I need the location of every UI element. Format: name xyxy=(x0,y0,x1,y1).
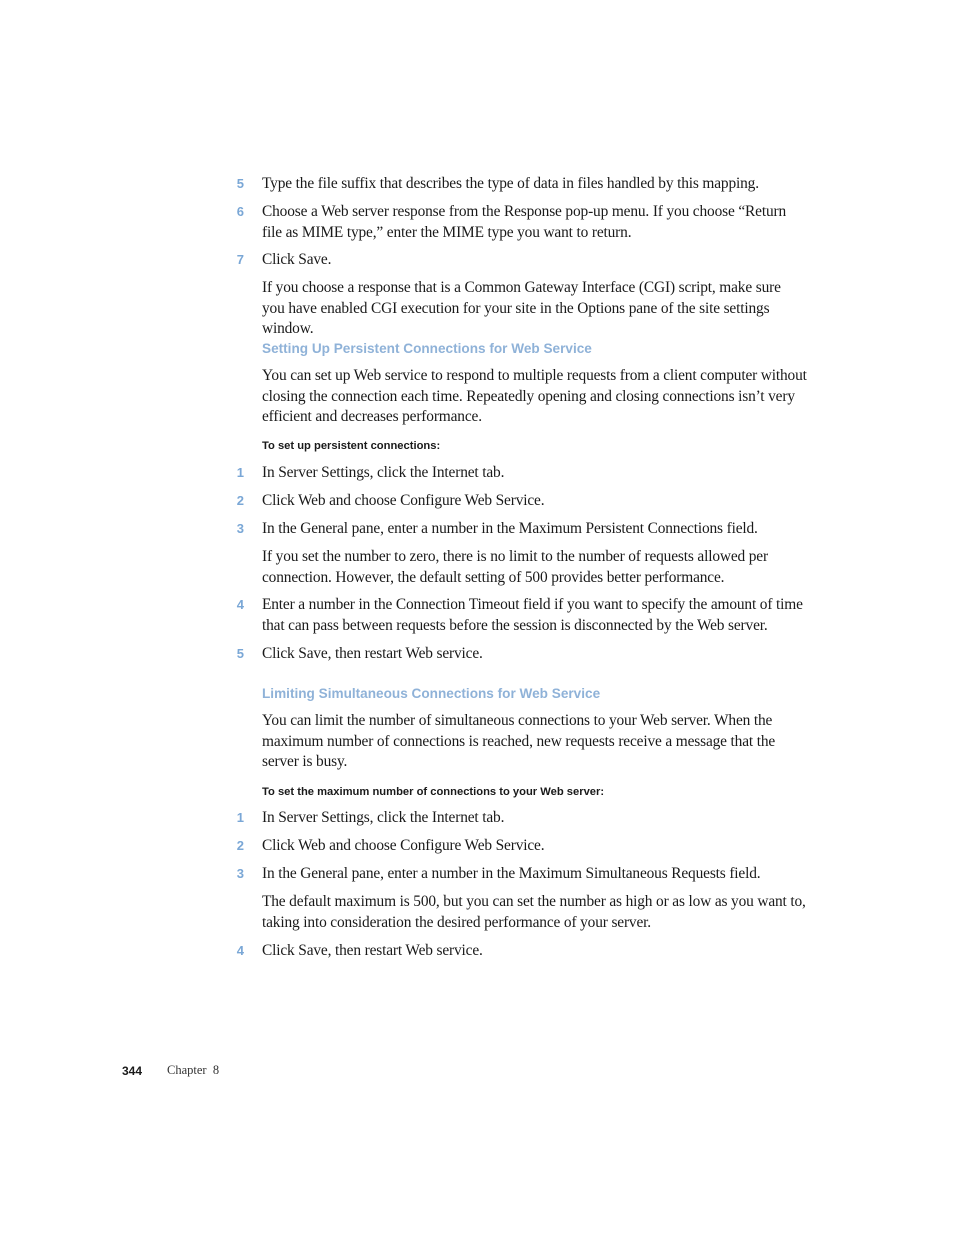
section-heading: Limiting Simultaneous Connections for Web Service xyxy=(262,686,601,701)
procedure-title: To set up persistent connections: xyxy=(262,440,441,452)
step-text: Click Web and choose Configure Web Service. xyxy=(262,492,545,509)
step-text: Click Web and choose Configure Web Service. xyxy=(262,837,545,854)
step-text: In the General pane, enter a number in the Maximum Simultaneous Requests field. xyxy=(262,865,761,882)
step-text: Click Save, then restart Web service. xyxy=(262,942,483,959)
page-number: 344 xyxy=(122,1064,143,1078)
step-number: 2 xyxy=(236,838,244,853)
section-intro: You can set up Web service to respond to multiple requests from a client computer without closing the connection each time. Repeatedly opening and closing connections isn’t very efficient and decreases performance. xyxy=(262,367,807,425)
step-number: 2 xyxy=(236,493,244,508)
step-text: Click Save. xyxy=(262,251,332,268)
step-number: 5 xyxy=(236,176,244,191)
step-text: Enter a number in the Connection Timeout field if you want to specify the amount of time that can pass between requests before the session is disconnected by the Web server. xyxy=(262,596,803,634)
step-number: 1 xyxy=(236,810,244,825)
step-text: In Server Settings, click the Internet tab. xyxy=(262,464,505,481)
section-intro: You can limit the number of simultaneous connections to your Web server. When the maximum number of connections is reached, new requests receive a message that the server is busy. xyxy=(262,712,776,770)
step-number: 4 xyxy=(236,943,244,958)
step-number: 7 xyxy=(236,252,244,267)
step-text: In Server Settings, click the Internet tab. xyxy=(262,809,505,826)
step-note: If you choose a response that is a Common Gateway Interface (CGI) script, make sure you have enabled CGI execution for your site in the Options pane of the site settings window. xyxy=(262,279,781,337)
step-note: The default maximum is 500, but you can set the number as high or as low as you want to, taking into consideration the desired performance of your server. xyxy=(262,893,806,931)
step-text: In the General pane, enter a number in the Maximum Persistent Connections field. xyxy=(262,520,758,537)
step-number: 3 xyxy=(236,866,244,881)
step-number: 4 xyxy=(236,597,244,612)
step-number: 3 xyxy=(236,521,244,536)
step-number: 5 xyxy=(236,646,244,661)
procedure-title: To set the maximum number of connections to your Web server: xyxy=(262,786,605,798)
chapter-label: Chapter 8 xyxy=(167,1063,220,1077)
step-number: 1 xyxy=(236,465,244,480)
section-heading: Setting Up Persistent Connections for Web Service xyxy=(262,341,592,356)
step-number: 6 xyxy=(236,204,244,219)
step-text: Choose a Web server response from the Response pop-up menu. If you choose “Return file as MIME type,” enter the MIME type you want to return. xyxy=(262,203,787,241)
step-text: Click Save, then restart Web service. xyxy=(262,645,483,662)
step-note: If you set the number to zero, there is no limit to the number of requests allowed per connection. However, the default setting of 500 provides better performance. xyxy=(262,548,768,586)
step-text: Type the file suffix that describes the type of data in files handled by this mapping. xyxy=(262,175,759,192)
